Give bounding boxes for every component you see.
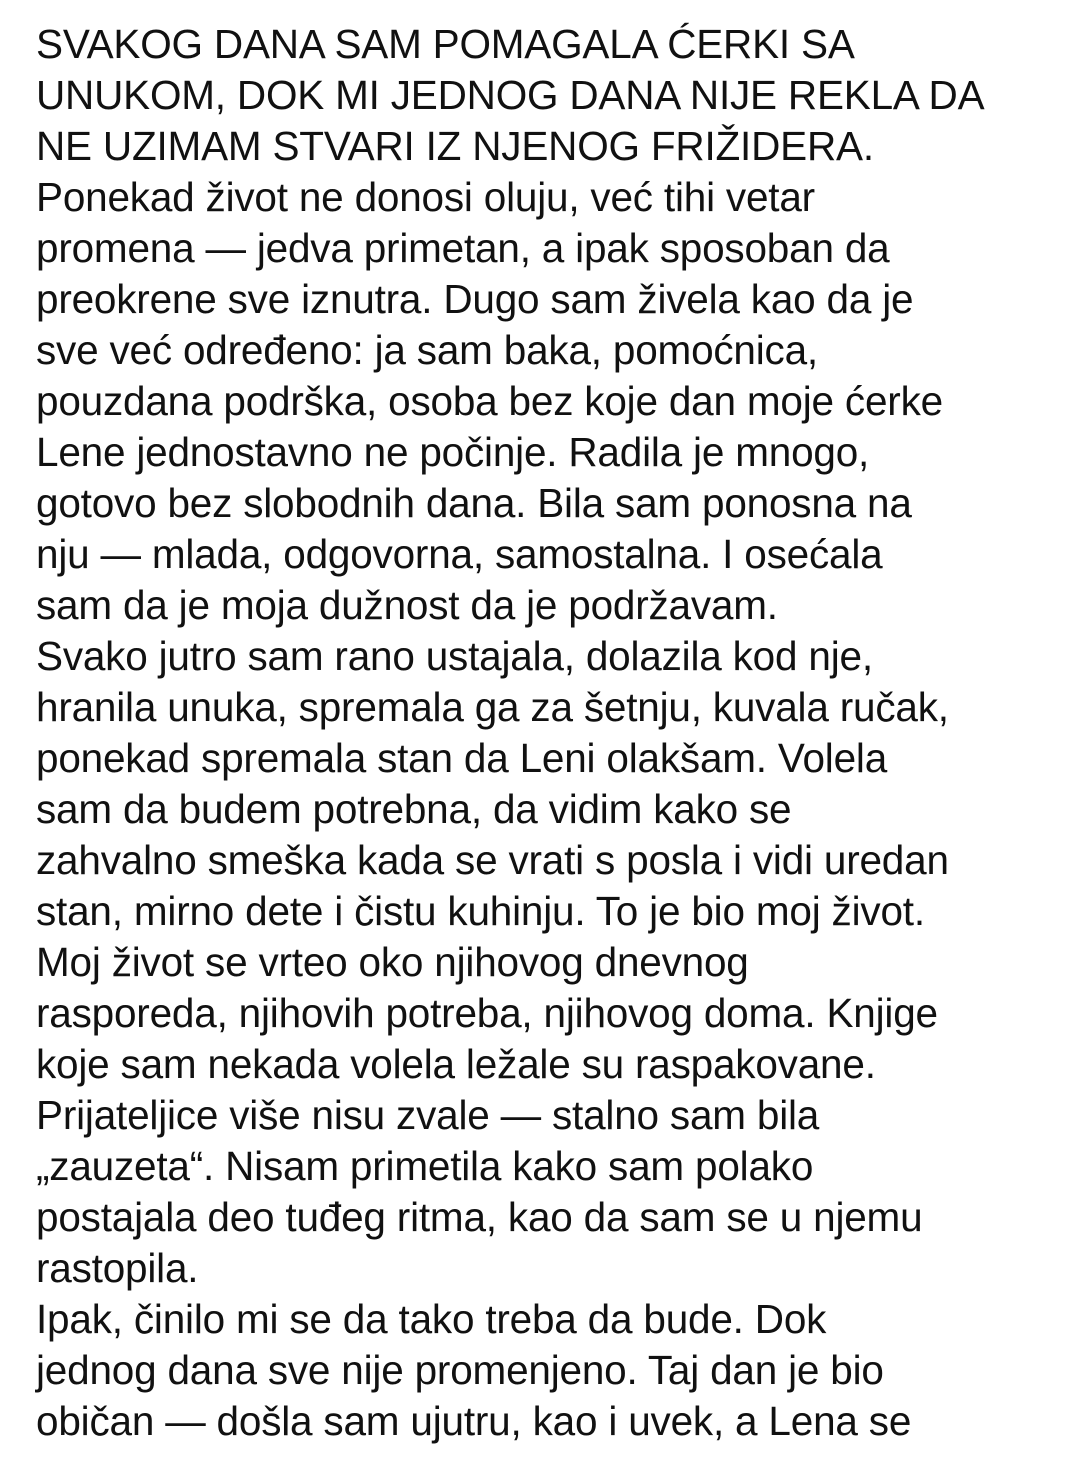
body-text-line: sam da budem potrebna, da vidim kako se: [36, 786, 792, 832]
body-text-line: Ipak, činilo mi se da tako treba da bude. Dok: [36, 1296, 827, 1342]
article-text: [36, 19, 984, 1447]
body-text-line: rasporeda, njihovih potreba, njihovog doma. Knjige: [36, 990, 938, 1036]
body-text-line: hranila unuka, spremala ga za šetnju, kuvala ručak,: [36, 684, 949, 730]
body-text-line: ponekad spremala stan da Leni olakšam. Volela: [36, 735, 888, 781]
body-text-line: promena — jedva primetan, a ipak sposoban da: [36, 225, 890, 271]
body-text-line: postajala deo tuđeg ritma, kao da sam se u njemu: [36, 1194, 923, 1240]
body-text-line: Ponekad život ne donosi oluju, već tihi vetar: [36, 174, 815, 220]
body-text-line: koje sam nekada volela ležale su raspakovane.: [36, 1041, 876, 1087]
body-text-line: Lene jednostavno ne počinje. Radila je mnogo,: [36, 429, 870, 475]
body-text-line: Prijateljice više nisu zvale — stalno sam bila: [36, 1092, 820, 1138]
body-text-line: jednog dana sve nije promenjeno. Taj dan je bio: [36, 1347, 884, 1393]
body-text-line: preokrene sve iznutra. Dugo sam živela kao da je: [36, 276, 914, 322]
body-text-line: sve već određeno: ja sam baka, pomoćnica,: [36, 327, 818, 373]
headline-line: UNUKOM, DOK MI JEDNOG DANA NIJE REKLA DA: [36, 72, 985, 118]
headline-line: NE UZIMAM STVARI IZ NJENOG FRIŽIDERA.: [36, 123, 874, 169]
body-text-line: gotovo bez slobodnih dana. Bila sam ponosna na: [36, 480, 912, 526]
body-text-line: Moj život se vrteo oko njihovog dnevnog: [36, 939, 749, 985]
body-text-line: „zauzeta“. Nisam primetila kako sam polako: [36, 1143, 814, 1189]
body-text-line: zahvalno smeška kada se vrati s posla i vidi uredan: [36, 837, 949, 883]
headline-line: SVAKOG DANA SAM POMAGALA ĆERKI SA: [36, 21, 855, 67]
body-text-line: Svako jutro sam rano ustajala, dolazila kod nje,: [36, 633, 873, 679]
body-text-line: pouzdana podrška, osoba bez koje dan moje ćerke: [36, 378, 943, 424]
body-text-line: običan — došla sam ujutru, kao i uvek, a Lena se: [36, 1398, 912, 1444]
body-text-line: nju — mlada, odgovorna, samostalna. I osećala: [36, 531, 883, 577]
body-text-line: sam da je moja dužnost da je podržavam.: [36, 582, 778, 628]
body-text-line: stan, mirno dete i čistu kuhinju. To je bio moj život.: [36, 888, 925, 934]
body-text-line: rastopila.: [36, 1245, 199, 1291]
